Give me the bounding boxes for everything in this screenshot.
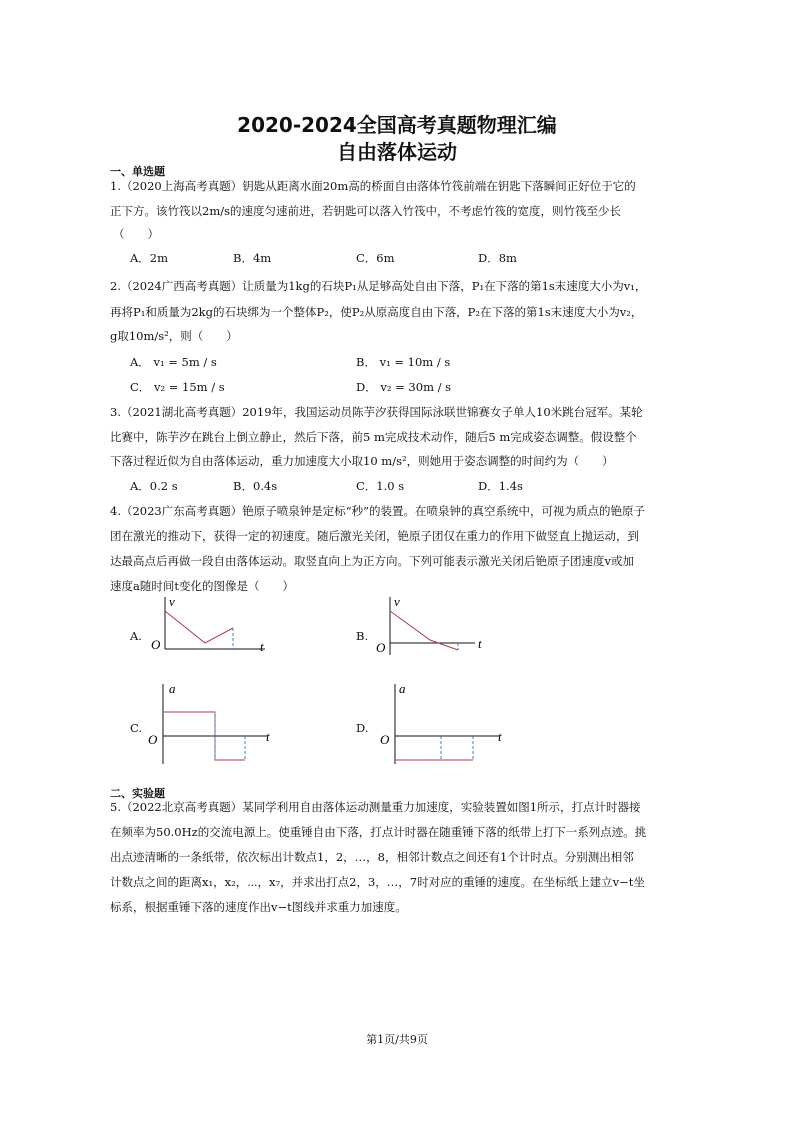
origin-label: O [151,637,161,652]
q1-option-b: B．4m [233,251,272,265]
q2-line: 2.（2024广西高考真题）让质量为1kg的石块P₁从足够高处自由下落，P₁在下落的第1s末速度大小为v₁， [110,279,647,293]
q4-graph-d [377,678,517,770]
q1-line: 正下方。该竹筏以2m/s的速度匀速前进，若钥匙可以落入竹筏中，不考虑竹筏的宽度，则竹筏至少长 [110,204,621,218]
axis-label-t: t [266,729,270,744]
q3-option-b: B．0.4s [233,479,278,493]
q2-option-d: D． v₂ = 30m / s [356,380,452,394]
q4-line: 团在激光的推动下，获得一定的初速度。随后激光关闭，铯原子团仅在重力的作用下做竖直上抛运动，到 [110,529,639,543]
page-footer: 第1页/共9页 [366,1033,428,1046]
section-heading-single-choice: 一、单选题 [110,165,165,178]
axis-label-v: v [169,594,175,609]
q1-line: （ ） [113,227,159,241]
q2-option-c: C． v₂ = 15m / s [130,380,225,394]
doc-subtitle: 自由落体运动 [337,140,457,164]
q1-option-c: C．6m [356,251,395,265]
q4-option-c-label: C. [130,721,143,735]
q5-line: 标系，根据重锤下落的速度作出v−t图线并求重力加速度。 [110,900,407,914]
q5-line: 出点迹清晰的一条纸带，依次标出计数点1，2，…，8，相邻计数点之间还有1个计时点。分别测出相邻 [110,850,634,864]
doc-title: 2020-2024全国高考真题物理汇编 [237,113,557,137]
q4-option-b-label: B. [356,629,369,643]
q4-graph-b [370,593,510,663]
section-heading-experiment: 二、实验题 [110,787,165,800]
axis-label-a: a [399,681,406,696]
q2-option-b: B． v₁ = 10m / s [356,355,451,369]
axis-label-t: t [498,729,502,744]
axis-label-a: a [169,681,176,696]
q5-line: 5.（2022北京高考真题）某同学利用自由落体运动测量重力加速度，实验装置如图1所示，打点计时器接 [110,800,641,814]
q4-line: 4.（2023广东高考真题）铯原子喷泉钟是定标“秒”的装置。在喷泉钟的真空系统中，可视为质点的铯原子 [110,504,645,518]
q4-line: 达最高点后再做一段自由落体运动。取竖直向上为正方向。下列可能表示激光关闭后铯原子团速度v或加 [110,554,634,568]
q2-line: g取10m/s²，则（ ） [110,329,238,343]
q3-line: 下落过程近似为自由落体运动，重力加速度大小取10 m/s²，则她用于姿态调整的时间约为（ ） [110,454,614,468]
origin-label: O [148,732,158,747]
q5-line: 在频率为50.0Hz的交流电源上。使重锤自由下落，打点计时器在随重锤下落的纸带上打下一系列点迹。挑 [110,825,647,839]
q4-line: 速度a随时间t变化的图像是（ ） [110,579,294,593]
q4-option-a-label: A. [130,629,142,643]
axis-label-t: t [478,636,482,651]
origin-label: O [380,732,390,747]
q1-option-a: A．2m [130,251,169,265]
velocity-line [165,611,233,643]
axis-label-v: v [394,594,400,609]
q4-graph-c [145,678,285,770]
q1-line: 1.（2020上海高考真题）钥匙从距离水面20m高的桥面自由落体竹筏前端在钥匙下落瞬间正好位于它的 [110,179,636,193]
axis-label-t: t [260,639,264,654]
q1-option-d: D．8m [478,251,517,265]
q3-option-c: C．1.0 s [356,479,405,493]
q3-option-a: A．0.2 s [130,479,178,493]
q3-option-d: D．1.4s [478,479,523,493]
q3-line: 3.（2021湖北高考真题）2019年，我国运动员陈芋汐获得国际泳联世锦赛女子单人10米跳台冠军。某轮 [110,405,643,419]
origin-label: O [376,640,386,655]
q2-option-a: A． v₁ = 5m / s [130,355,217,369]
q4-option-d-label: D. [356,721,369,735]
q3-line: 比赛中，陈芋汐在跳台上倒立静止，然后下落，前5 m完成技术动作，随后5 m完成姿态调整。假设整个 [110,430,637,444]
q4-graph-a [145,593,285,663]
q5-line: 计数点之间的距离x₁，x₂，⋯，x₇，并求出打点2，3，…，7时对应的重锤的速度。在坐标纸上建立v−t坐 [110,875,645,889]
velocity-line [390,611,458,650]
q2-line: 再将P₁和质量为2kg的石块绑为一个整体P₂，使P₂从原高度自由下落，P₂在下落的第1s末速度大小为v₂， [110,305,643,319]
